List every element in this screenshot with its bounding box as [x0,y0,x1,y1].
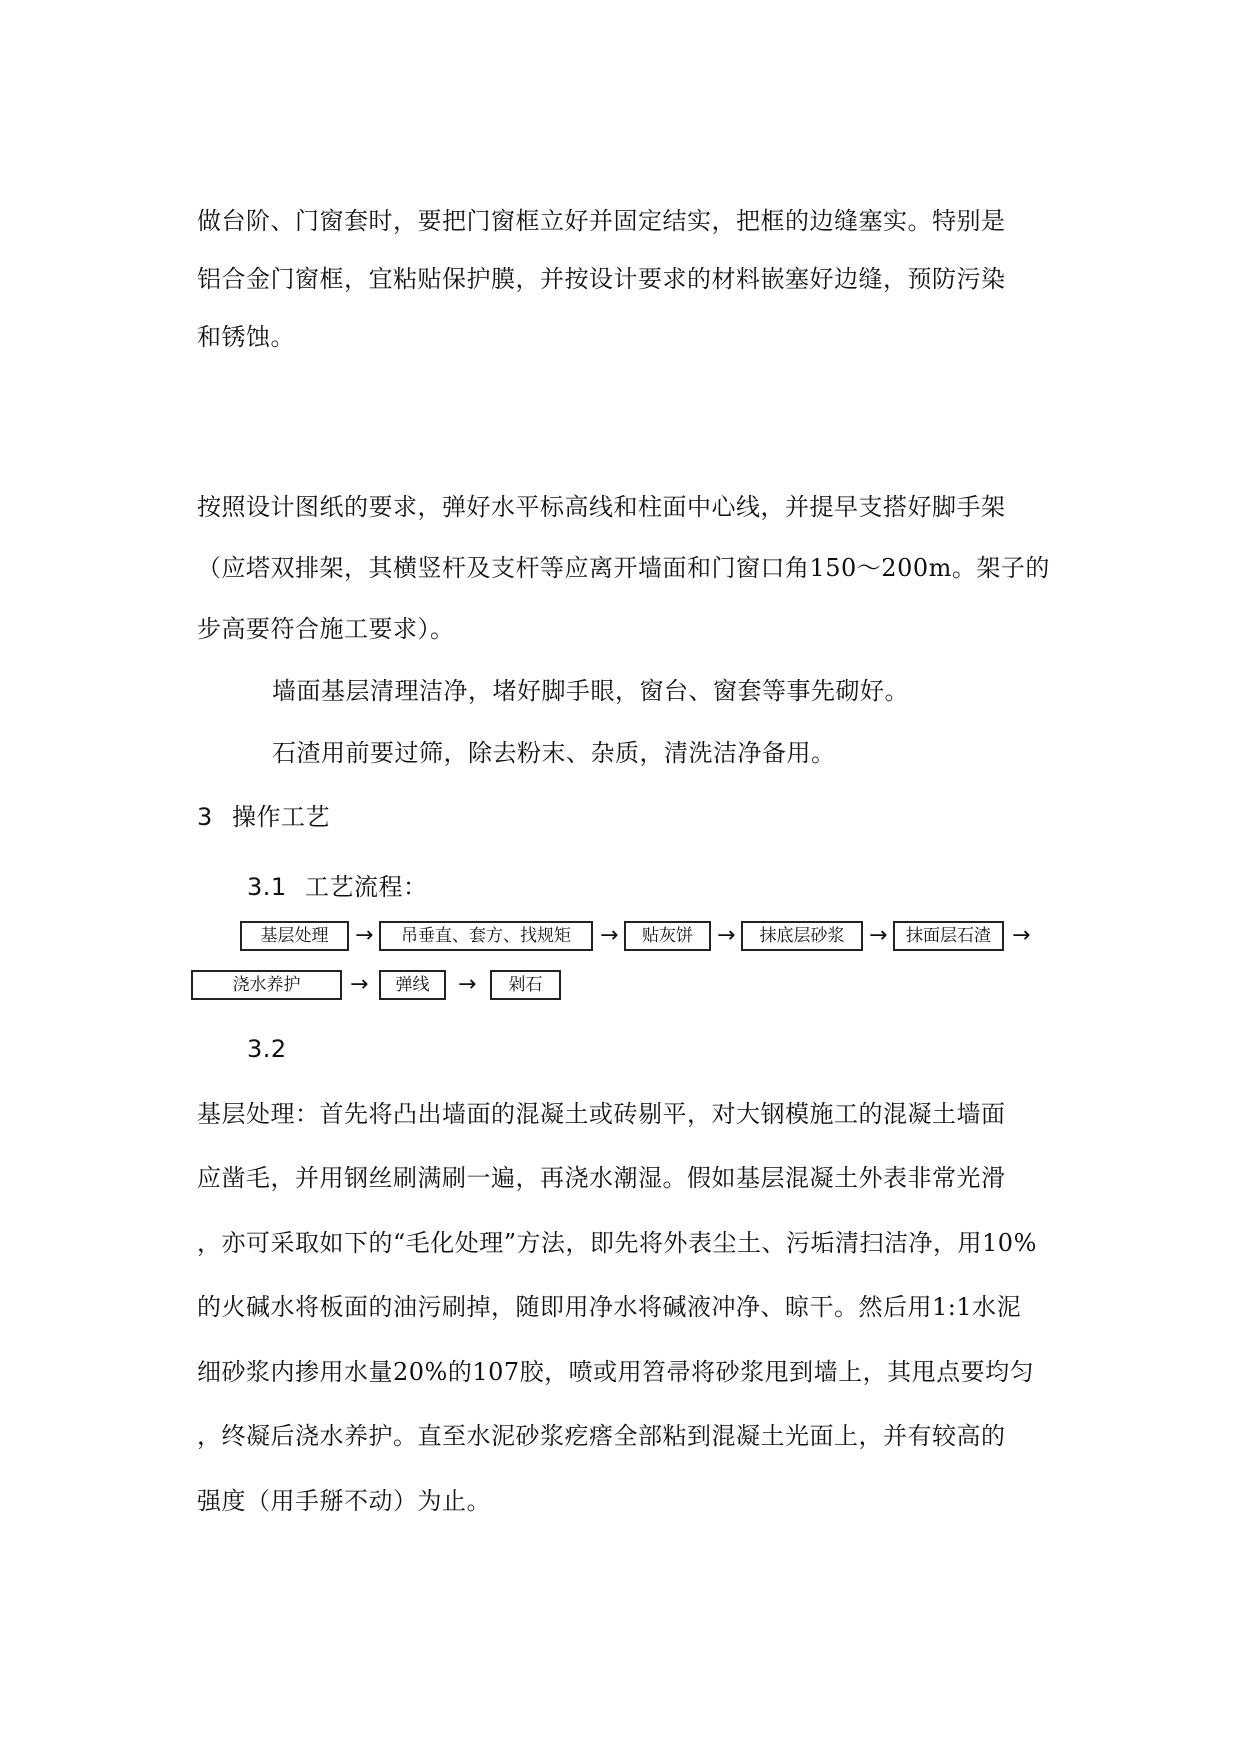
flow-step-box: 基层处理 [240,921,349,951]
paragraph-line: 应凿毛，并用钢丝刷满刷一遍，再浇水潮湿。假如基层混凝土外表非常光滑 [197,1164,1006,1192]
flow-step-box: 弹线 [379,970,446,1000]
section-title: 操作工艺 [232,803,330,831]
paragraph-line: 做台阶、门窗套时，要把门窗框立好并固定结实，把框的边缝塞实。特别是 [197,207,1006,235]
paragraph-line: 石渣用前要过筛，除去粉末、杂质，清洗洁净备用。 [272,739,836,767]
subsection-number: 3.1 [247,873,287,901]
paragraph-line: 基层处理：首先将凸出墙面的混凝土或砖剔平，对大钢模施工的混凝土墙面 [197,1100,1006,1128]
flow-step-box: 贴灰饼 [624,921,711,951]
flow-arrow-icon: → [600,923,619,948]
flow-step-box: 吊垂直、套方、找规矩 [379,921,593,951]
paragraph-line: 墙面基层清理洁净，堵好脚手眼，窗台、窗套等事先砌好。 [272,677,909,705]
flow-arrow-icon: → [355,923,374,948]
section-number: 3 [197,803,213,831]
paragraph-line: 细砂浆内掺用水量20%的107胶，喷或用笤帚将砂浆甩到墙上，其甩点要均匀 [197,1358,1035,1386]
paragraph-line: 强度（用手掰不动）为止。 [197,1487,491,1515]
paragraph-line: ，终凝后浇水养护。直至水泥砂浆疙瘩全部粘到混凝土光面上，并有较高的 [197,1422,1006,1450]
flow-arrow-icon: → [869,923,888,948]
flow-step-box: 抹面层石渣 [893,921,1004,951]
flow-arrow-icon: → [717,923,736,948]
paragraph-line: ，亦可采取如下的“毛化处理”方法，即先将外表尘土、污垢清扫洁净，用10% [197,1229,1037,1257]
flow-arrow-icon: → [1012,923,1031,948]
paragraph-line: 和锈蚀。 [197,323,295,351]
paragraph-line: 步高要符合施工要求）。 [197,615,455,643]
flow-arrow-icon: → [458,972,477,997]
flow-arrow-icon: → [350,972,369,997]
flow-step-box: 抹底层砂浆 [741,921,863,951]
paragraph-line: 的火碱水将板面的油污刷掉，随即用净水将碱液冲净、晾干。然后用1:1水泥 [197,1293,1022,1321]
subsection-number: 3.2 [247,1035,287,1063]
paragraph-line: 按照设计图纸的要求，弹好水平标高线和柱面中心线，并提早支搭好脚手架 [197,493,1006,521]
paragraph-line: 铝合金门窗框，宜粘贴保护膜，并按设计要求的材料嵌塞好边缝，预防污染 [197,265,1006,293]
subsection-title: 工艺流程： [305,873,428,901]
flow-step-box: 浇水养护 [191,970,342,1000]
flow-step-box: 剁石 [490,970,561,1000]
paragraph-line: （应塔双排架，其横竖杆及支杆等应离开墙面和门窗口角150～200m。架子的 [197,554,1050,582]
